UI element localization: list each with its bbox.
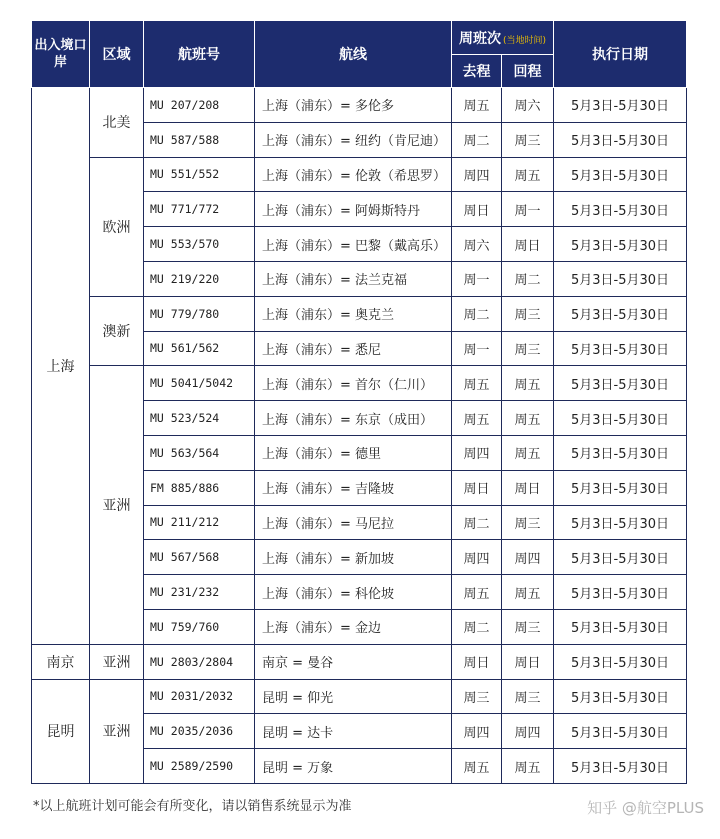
- cell-dates: 5月3日-5月30日: [554, 157, 687, 192]
- cell-inbound: 周三: [502, 609, 554, 644]
- cell-route: 上海（浦东）= 德里: [255, 435, 452, 470]
- cell-flight: MU 587/588: [144, 122, 255, 157]
- cell-inbound: 周一: [502, 192, 554, 227]
- cell-inbound: 周三: [502, 122, 554, 157]
- flight-schedule-table: [31, 20, 687, 784]
- cell-inbound: 周五: [502, 366, 554, 401]
- table-row: [32, 366, 687, 401]
- cell-route: 昆明 = 仰光: [255, 679, 452, 714]
- cell-dates: 5月3日-5月30日: [554, 296, 687, 331]
- cell-region: 亚洲: [90, 366, 144, 644]
- cell-region: 北美: [90, 88, 144, 158]
- cell-port: 昆明: [32, 679, 90, 783]
- cell-route: 上海（浦东）= 阿姆斯特丹: [255, 192, 452, 227]
- cell-outbound: 周一: [452, 261, 502, 296]
- cell-outbound: 周一: [452, 331, 502, 366]
- cell-dates: 5月3日-5月30日: [554, 88, 687, 123]
- table-row: [32, 296, 687, 331]
- cell-outbound: 周四: [452, 435, 502, 470]
- cell-route: 上海（浦东）= 悉尼: [255, 331, 452, 366]
- cell-outbound: 周四: [452, 540, 502, 575]
- cell-dates: 5月3日-5月30日: [554, 331, 687, 366]
- cell-route: 上海（浦东）= 法兰克福: [255, 261, 452, 296]
- cell-outbound: 周五: [452, 401, 502, 436]
- cell-flight: MU 211/212: [144, 505, 255, 540]
- cell-port: 上海: [32, 88, 90, 645]
- cell-outbound: 周四: [452, 157, 502, 192]
- cell-dates: 5月3日-5月30日: [554, 122, 687, 157]
- cell-flight: MU 759/760: [144, 609, 255, 644]
- cell-inbound: 周五: [502, 157, 554, 192]
- cell-outbound: 周二: [452, 122, 502, 157]
- table-header: [32, 21, 687, 88]
- header-flight: 航班号: [144, 21, 255, 88]
- header-weekly-label: 周班次: [458, 30, 501, 47]
- cell-inbound: 周四: [502, 714, 554, 749]
- cell-outbound: 周五: [452, 575, 502, 610]
- cell-inbound: 周三: [502, 296, 554, 331]
- header-weekly-note: (当地时间): [502, 35, 547, 46]
- cell-outbound: 周日: [452, 644, 502, 679]
- cell-inbound: 周五: [502, 401, 554, 436]
- cell-inbound: 周二: [502, 261, 554, 296]
- cell-route: 昆明 = 达卡: [255, 714, 452, 749]
- cell-inbound: 周五: [502, 435, 554, 470]
- cell-inbound: 周三: [502, 331, 554, 366]
- cell-outbound: 周五: [452, 88, 502, 123]
- cell-dates: 5月3日-5月30日: [554, 261, 687, 296]
- cell-dates: 5月3日-5月30日: [554, 227, 687, 262]
- header-port: 出入境口岸: [32, 21, 90, 88]
- cell-route: 上海（浦东）= 纽约（肯尼迪）: [255, 122, 452, 157]
- cell-route: 上海（浦东）= 新加坡: [255, 540, 452, 575]
- cell-dates: 5月3日-5月30日: [554, 540, 687, 575]
- cell-route: 上海（浦东）= 伦敦（希思罗）: [255, 157, 452, 192]
- cell-outbound: 周日: [452, 470, 502, 505]
- cell-dates: 5月3日-5月30日: [554, 401, 687, 436]
- cell-route: 上海（浦东）= 奥克兰: [255, 296, 452, 331]
- cell-route: 上海（浦东）= 东京（成田）: [255, 401, 452, 436]
- cell-route: 上海（浦东）= 金边: [255, 609, 452, 644]
- cell-region: 亚洲: [90, 679, 144, 783]
- cell-flight: MU 231/232: [144, 575, 255, 610]
- cell-flight: MU 561/562: [144, 331, 255, 366]
- cell-flight: MU 553/570: [144, 227, 255, 262]
- cell-outbound: 周五: [452, 749, 502, 784]
- cell-flight: MU 567/568: [144, 540, 255, 575]
- cell-flight: MU 779/780: [144, 296, 255, 331]
- header-region: 区域: [90, 21, 144, 88]
- cell-outbound: 周日: [452, 192, 502, 227]
- cell-flight: MU 2035/2036: [144, 714, 255, 749]
- cell-flight: FM 885/886: [144, 470, 255, 505]
- header-weekly: [452, 21, 554, 55]
- cell-route: 上海（浦东）= 马尼拉: [255, 505, 452, 540]
- header-inbound: 回程: [502, 55, 554, 88]
- cell-dates: 5月3日-5月30日: [554, 749, 687, 784]
- cell-dates: 5月3日-5月30日: [554, 435, 687, 470]
- cell-dates: 5月3日-5月30日: [554, 470, 687, 505]
- cell-route: 上海（浦东）= 科伦坡: [255, 575, 452, 610]
- cell-route: 上海（浦东）= 吉隆坡: [255, 470, 452, 505]
- cell-dates: 5月3日-5月30日: [554, 679, 687, 714]
- header-outbound: 去程: [452, 55, 502, 88]
- cell-dates: 5月3日-5月30日: [554, 714, 687, 749]
- cell-flight: MU 771/772: [144, 192, 255, 227]
- cell-route: 上海（浦东）= 多伦多: [255, 88, 452, 123]
- cell-inbound: 周五: [502, 575, 554, 610]
- table-row: [32, 679, 687, 714]
- cell-inbound: 周日: [502, 227, 554, 262]
- cell-inbound: 周日: [502, 644, 554, 679]
- cell-route: 上海（浦东）= 首尔（仁川）: [255, 366, 452, 401]
- cell-region: 欧洲: [90, 157, 144, 296]
- cell-port: 南京: [32, 644, 90, 679]
- cell-route: 上海（浦东）= 巴黎（戴高乐）: [255, 227, 452, 262]
- cell-dates: 5月3日-5月30日: [554, 609, 687, 644]
- cell-flight: MU 523/524: [144, 401, 255, 436]
- cell-flight: MU 2031/2032: [144, 679, 255, 714]
- cell-flight: MU 5041/5042: [144, 366, 255, 401]
- cell-flight: MU 551/552: [144, 157, 255, 192]
- table-row: [32, 88, 687, 123]
- cell-dates: 5月3日-5月30日: [554, 505, 687, 540]
- cell-inbound: 周六: [502, 88, 554, 123]
- cell-inbound: 周三: [502, 505, 554, 540]
- cell-outbound: 周六: [452, 227, 502, 262]
- cell-region: 亚洲: [90, 644, 144, 679]
- cell-flight: MU 2803/2804: [144, 644, 255, 679]
- table-row: [32, 157, 687, 192]
- cell-outbound: 周三: [452, 679, 502, 714]
- cell-outbound: 周二: [452, 505, 502, 540]
- watermark: 知乎 @航空PLUS: [587, 799, 704, 817]
- cell-flight: MU 219/220: [144, 261, 255, 296]
- cell-route: 昆明 = 万象: [255, 749, 452, 784]
- cell-flight: MU 563/564: [144, 435, 255, 470]
- cell-flight: MU 207/208: [144, 88, 255, 123]
- cell-region: 澳新: [90, 296, 144, 366]
- cell-dates: 5月3日-5月30日: [554, 366, 687, 401]
- cell-inbound: 周五: [502, 749, 554, 784]
- table-row: [32, 644, 687, 679]
- cell-outbound: 周二: [452, 609, 502, 644]
- header-dates: 执行日期: [554, 21, 687, 88]
- cell-outbound: 周二: [452, 296, 502, 331]
- cell-outbound: 周四: [452, 714, 502, 749]
- cell-route: 南京 = 曼谷: [255, 644, 452, 679]
- cell-dates: 5月3日-5月30日: [554, 644, 687, 679]
- cell-inbound: 周四: [502, 540, 554, 575]
- cell-inbound: 周日: [502, 470, 554, 505]
- table-body: [32, 88, 687, 784]
- cell-flight: MU 2589/2590: [144, 749, 255, 784]
- header-route: 航线: [255, 21, 452, 88]
- cell-dates: 5月3日-5月30日: [554, 192, 687, 227]
- footnote: *以上航班计划可能会有所变化，请以销售系统显示为准: [33, 799, 352, 814]
- cell-dates: 5月3日-5月30日: [554, 575, 687, 610]
- cell-inbound: 周三: [502, 679, 554, 714]
- cell-outbound: 周五: [452, 366, 502, 401]
